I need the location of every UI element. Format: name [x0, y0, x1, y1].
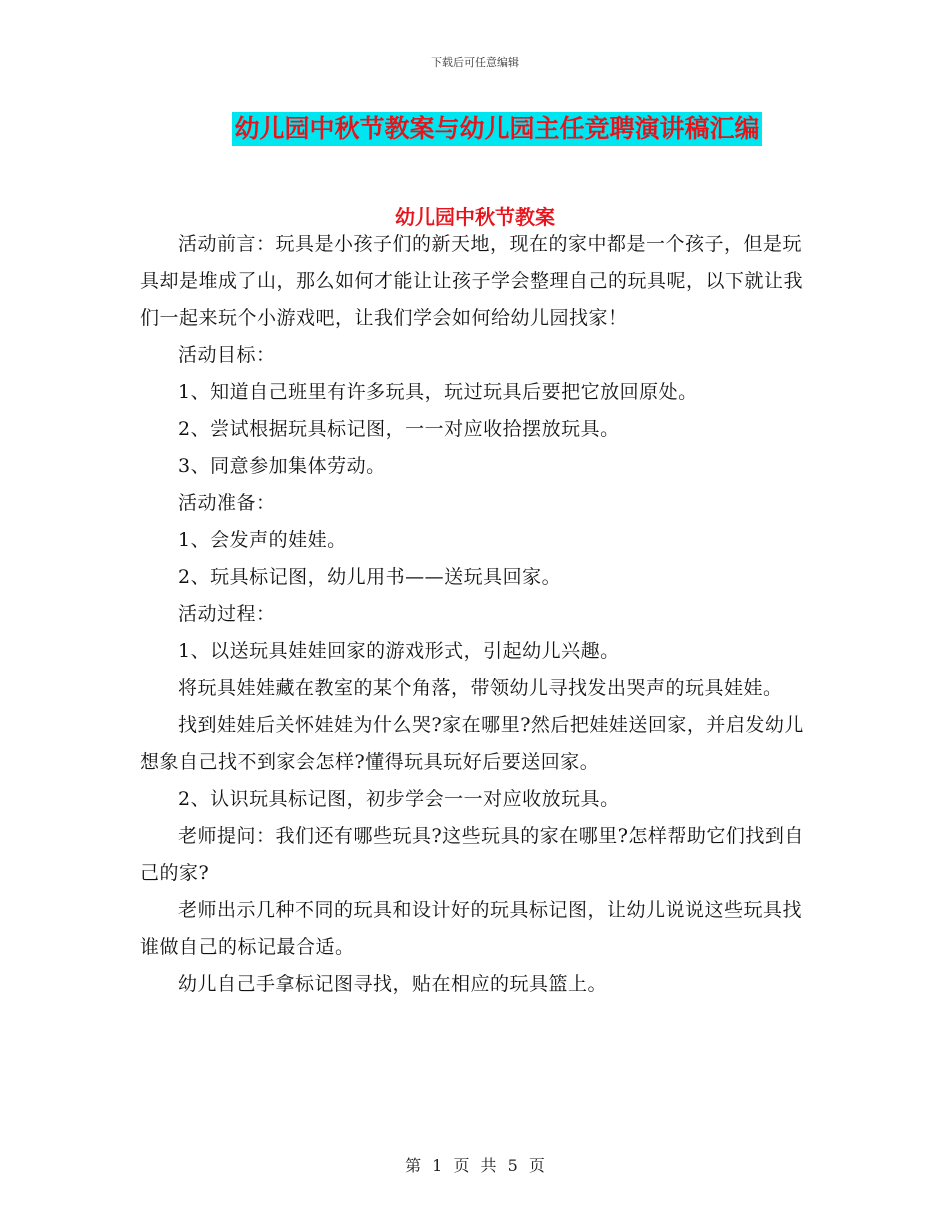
main-title: 幼儿园中秋节教案与幼儿园主任竞聘演讲稿汇编	[232, 112, 761, 146]
paragraph-process-1a: 将玩具娃娃藏在教室的某个角落，带领幼儿寻找发出哭声的玩具娃娃。	[178, 677, 783, 699]
main-title-container	[0, 112, 950, 146]
page-footer: 第 1 页 共 5 页	[405, 1156, 545, 1175]
paragraph-goal-3: 3、同意参加集体劳动。	[178, 455, 386, 477]
section-title: 幼儿园中秋节教案	[395, 205, 555, 229]
paragraph-goals-heading: 活动目标：	[178, 344, 276, 366]
paragraph-process-2c: 幼儿自己手拿标记图寻找，贴在相应的玩具篮上。	[178, 973, 608, 995]
paragraph-process-1b: 找到娃娃后关怀娃娃为什么哭?家在哪里?然后把娃娃送回家，并启发幼儿想象自己找不到家会怎样?懂得玩具玩好后要送回家。	[140, 714, 804, 773]
header-note: 下载后可任意编辑	[431, 56, 519, 69]
paragraph-preface: 活动前言：玩具是小孩子们的新天地，现在的家中都是一个孩子，但是玩具却是堆成了山，那么如何才能让让孩子学会整理自己的玩具呢，以下就让我们一起来玩个小游戏吧，让我们学会如何给幼儿园找家！	[140, 233, 804, 329]
paragraph-process-heading: 活动过程：	[178, 603, 276, 625]
paragraph-prep-heading: 活动准备：	[178, 492, 276, 514]
paragraph-prep-2: 2、玩具标记图，幼儿用书——送玩具回家。	[178, 566, 562, 588]
document-body	[140, 226, 812, 1003]
paragraph-process-2b: 老师出示几种不同的玩具和设计好的玩具标记图，让幼儿说说这些玩具找谁做自己的标记最合适。	[140, 899, 803, 958]
paragraph-process-2a: 老师提问：我们还有哪些玩具?这些玩具的家在哪里?怎样帮助它们找到自己的家?	[140, 825, 804, 884]
paragraph-process-1: 1、以送玩具娃娃回家的游戏形式，引起幼儿兴趣。	[178, 640, 620, 662]
paragraph-goal-2: 2、尝试根据玩具标记图，一一对应收拾摆放玩具。	[178, 418, 620, 440]
paragraph-prep-1: 1、会发声的娃娃。	[178, 529, 347, 551]
paragraph-goal-1: 1、知道自己班里有许多玩具，玩过玩具后要把它放回原处。	[178, 381, 698, 403]
paragraph-process-2: 2、认识玩具标记图，初步学会一一对应收放玩具。	[178, 788, 620, 810]
